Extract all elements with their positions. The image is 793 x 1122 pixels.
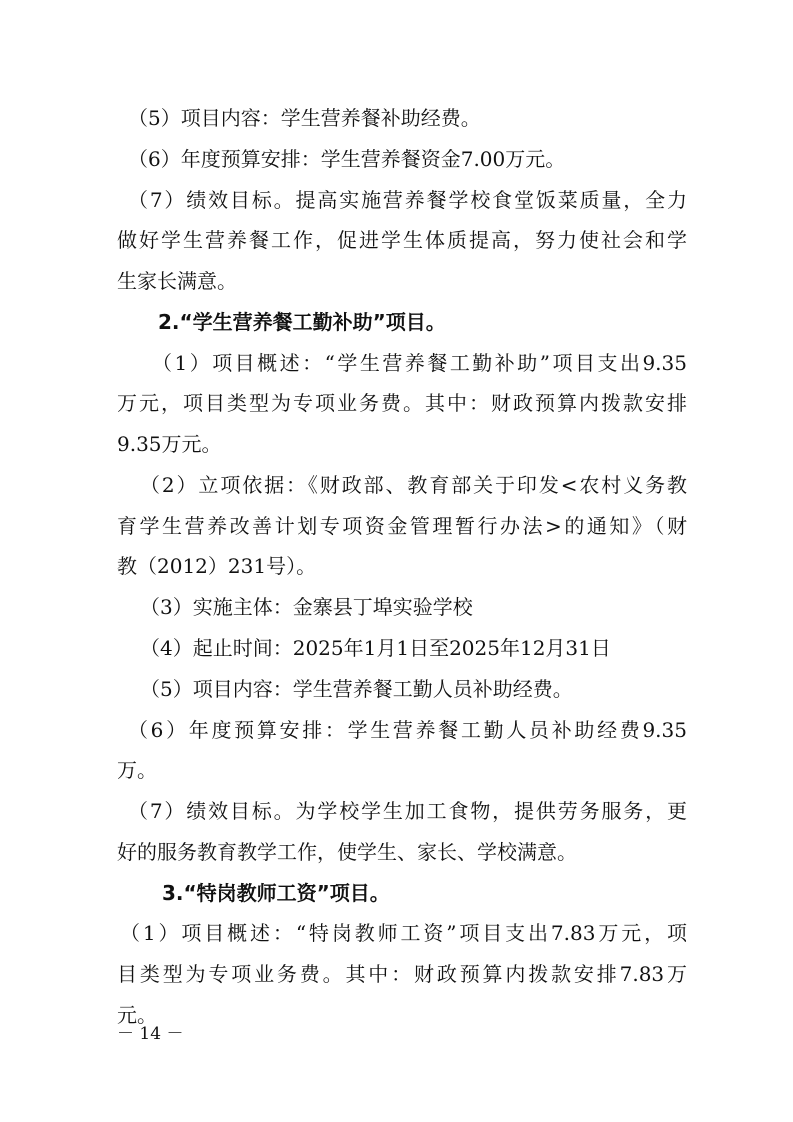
line-s2-period: （4）起止时间：2025年1月1日至2025年12月31日 xyxy=(140,636,611,660)
line-s2-basis: （2）立项依据：《财政部、教育部关于印发<农村义务教 xyxy=(140,473,687,497)
line-item5-content: （5）项目内容：学生营养餐补助经费。 xyxy=(128,106,481,130)
line-s2-content: （5）项目内容：学生营养餐工勤人员补助经费。 xyxy=(140,677,573,701)
page-number: － 14 － xyxy=(117,1024,184,1044)
line-item6-budget: （6）年度预算安排：学生营养餐资金7.00万元。 xyxy=(128,147,566,171)
line-s2-overview-cont1: 万元，项目类型为专项业务费。其中：财政预算内拨款安排 xyxy=(117,391,687,415)
line-s2-budget: （6）年度预算安排：学生营养餐工勤人员补助经费9.35 xyxy=(128,718,687,742)
section-heading-2: 2.“学生营养餐工勤补助”项目。 xyxy=(158,310,446,334)
line-item7-goal-cont2: 生家长满意。 xyxy=(117,269,237,293)
line-s2-basis-cont1: 育学生营养改善计划专项资金管理暂行办法>的通知》（财 xyxy=(117,514,687,538)
line-s2-goal-cont: 好的服务教育教学工作，使学生、家长、学校满意。 xyxy=(117,840,577,864)
line-item7-goal-cont1: 做好学生营养餐工作，促进学生体质提高，努力使社会和学 xyxy=(117,228,687,252)
line-s2-goal: （7）绩效目标。为学校学生加工食物，提供劳务服务，更 xyxy=(128,799,687,823)
line-s3-overview: （1）项目概述：“特岗教师工资”项目支出7.83万元，项 xyxy=(120,921,687,945)
line-s2-basis-cont2: 教（2012）231号）。 xyxy=(117,554,317,578)
line-s2-entity: （3）实施主体：金寨县丁埠实验学校 xyxy=(140,595,473,619)
section-heading-3: 3.“特岗教师工资”项目。 xyxy=(162,881,390,905)
line-s2-overview-cont2: 9.35万元。 xyxy=(117,432,222,456)
line-item7-goal: （7）绩效目标。提高实施营养餐学校食堂饭菜质量，全力 xyxy=(128,188,687,212)
line-s2-budget-cont: 万。 xyxy=(117,758,157,782)
line-s3-overview-cont1: 目类型为专项业务费。其中：财政预算内拨款安排7.83万 xyxy=(117,962,687,986)
line-s3-overview-cont2: 元。 xyxy=(117,1003,157,1027)
line-s2-overview: （1）项目概述：“学生营养餐工勤补助”项目支出9.35 xyxy=(152,351,687,375)
